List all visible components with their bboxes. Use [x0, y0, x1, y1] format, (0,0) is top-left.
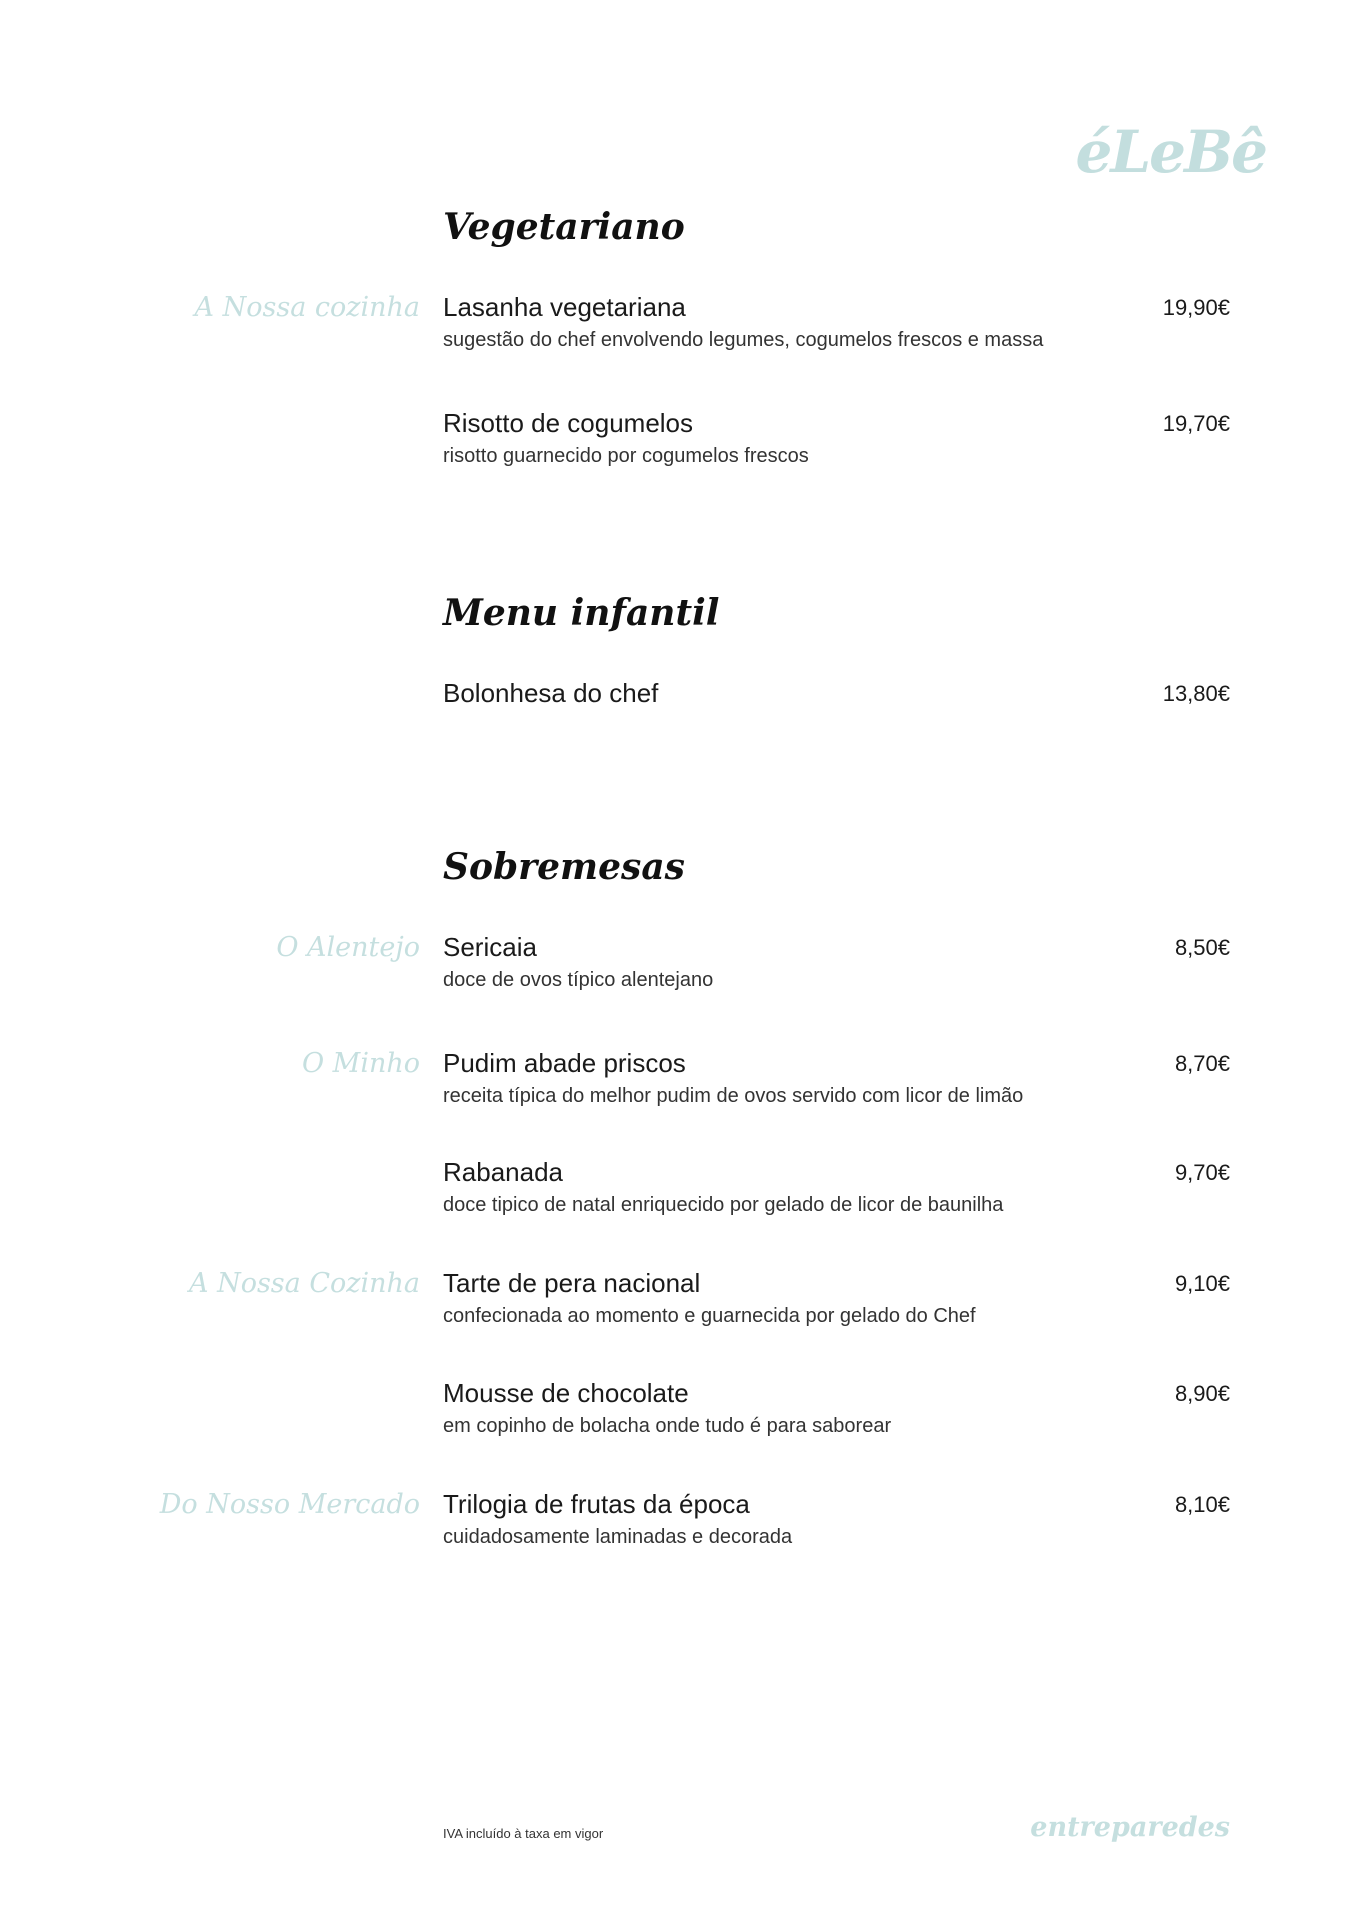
item-price: 19,70€: [1162, 411, 1230, 436]
menu-item: [0, 678, 1358, 748]
item-name: Bolonhesa do chef: [443, 678, 659, 708]
item-description: risotto guarnecido por cogumelos frescos: [443, 445, 809, 467]
item-description: em copinho de bolacha onde tudo é para saborear: [443, 1415, 892, 1437]
menu-item: [0, 932, 1358, 1002]
item-description: sugestão do chef envolvendo legumes, cogumelos frescos e massa: [443, 329, 1044, 351]
item-price: 8,10€: [1174, 1492, 1230, 1517]
item-price: 8,70€: [1174, 1051, 1230, 1076]
item-name: Lasanha vegetariana: [443, 292, 686, 322]
brand-logo: éLeBê: [1075, 118, 1266, 186]
item-name: Rabanada: [443, 1157, 563, 1187]
item-price: 8,90€: [1174, 1381, 1230, 1406]
item-price: 19,90€: [1162, 295, 1230, 320]
menu-item: [0, 1157, 1358, 1227]
item-price: 13,80€: [1162, 681, 1230, 706]
item-name: Risotto de cogumelos: [443, 408, 694, 438]
menu-item: [0, 408, 1358, 478]
item-description: doce tipico de natal enriquecido por gelado de licor de baunilha: [443, 1194, 1004, 1216]
item-name: Mousse de chocolate: [443, 1378, 689, 1408]
item-region: O Minho: [301, 1048, 420, 1079]
item-name: Tarte de pera nacional: [443, 1268, 701, 1298]
menu-item: [0, 1268, 1358, 1338]
menu-item: [0, 1489, 1358, 1559]
item-price: 9,10€: [1174, 1271, 1230, 1296]
item-price: 9,70€: [1174, 1160, 1230, 1185]
item-description: doce de ovos típico alentejano: [443, 969, 714, 991]
item-description: confecionada ao momento e guarnecida por gelado do Chef: [443, 1305, 976, 1327]
item-region: Do Nosso Mercado: [159, 1489, 420, 1520]
item-description: cuidadosamente laminadas e decorada: [443, 1526, 793, 1548]
item-region: A Nossa cozinha: [194, 292, 420, 323]
item-region: A Nossa Cozinha: [188, 1268, 420, 1299]
item-name: Trilogia de frutas da época: [443, 1489, 750, 1519]
item-name: Sericaia: [443, 932, 537, 962]
menu-item: [0, 1048, 1358, 1118]
item-region: O Alentejo: [276, 932, 420, 963]
menu-item: [0, 1378, 1358, 1448]
item-description: receita típica do melhor pudim de ovos servido com licor de limão: [443, 1085, 1024, 1107]
menu-item: [0, 292, 1358, 362]
section-title-vegetariano: Vegetariano: [443, 206, 685, 248]
footer-tax-note: IVA incluído à taxa em vigor: [443, 1826, 604, 1841]
section-title-menu-infantil: Menu infantil: [443, 592, 720, 634]
section-title-sobremesas: Sobremesas: [443, 846, 685, 888]
footer-brand-logo: entreparedes: [1030, 1812, 1230, 1843]
item-name: Pudim abade priscos: [443, 1048, 686, 1078]
item-price: 8,50€: [1174, 935, 1230, 960]
